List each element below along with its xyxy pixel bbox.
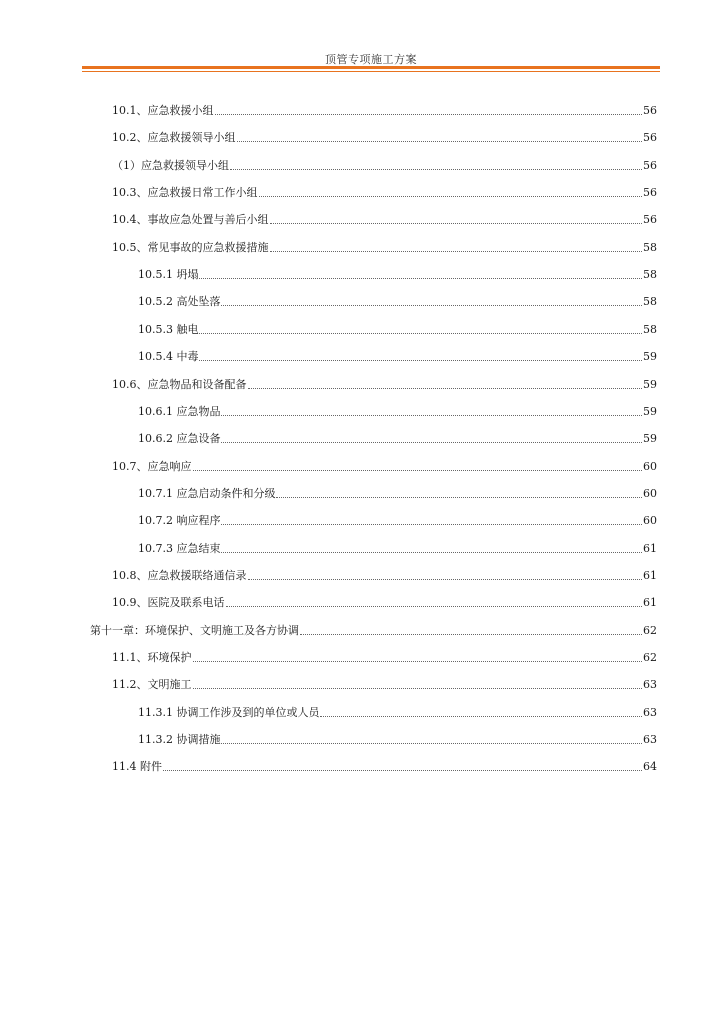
toc-entry-label: 10.6.2 应急设备 (138, 432, 221, 446)
toc-entry-label: 10.7、应急响应 (112, 459, 192, 473)
toc-entry-page-number: 61 (643, 596, 657, 610)
toc-dot-leader (230, 169, 642, 170)
toc-dot-leader (163, 770, 642, 771)
toc-entry-label: 10.7.1 应急启动条件和分级 (138, 486, 276, 500)
toc-dot-leader (193, 470, 643, 471)
toc-dot-leader (221, 415, 642, 416)
toc-dot-leader (221, 524, 642, 525)
toc-entry[interactable] (112, 756, 657, 774)
toc-entry[interactable] (112, 674, 657, 692)
toc-entry[interactable] (112, 647, 657, 665)
toc-entry[interactable] (138, 319, 657, 337)
toc-dot-leader (259, 196, 643, 197)
toc-entry-page-number: 62 (643, 651, 657, 664)
toc-dot-leader (248, 579, 643, 580)
toc-entry[interactable] (138, 510, 657, 528)
toc-entry-label: 10.5.1 坍塌 (138, 268, 199, 282)
toc-entry-label: 11.1、环境保护 (112, 651, 192, 664)
toc-entry-label: 10.4、事故应急处置与善后小组 (112, 213, 269, 227)
toc-entry[interactable] (112, 456, 657, 474)
toc-entry-label: 10.1、应急救援小组 (112, 104, 214, 117)
toc-entry-label: 10.3、应急救援日常工作小组 (112, 186, 258, 200)
toc-entry-label: 10.5.4 中毒 (138, 350, 199, 364)
toc-entry-label: 11.3.1 协调工作涉及到的单位或人员 (138, 705, 320, 719)
toc-entry-page-number: 63 (643, 678, 657, 692)
toc-dot-leader (320, 716, 642, 717)
toc-entry-page-number: 60 (643, 486, 657, 500)
toc-entry[interactable] (138, 538, 657, 556)
toc-entry-page-number: 56 (643, 213, 657, 227)
toc-entry[interactable] (112, 237, 657, 255)
toc-dot-leader (226, 606, 643, 607)
toc-entry-page-number: 60 (643, 459, 657, 473)
toc-dot-leader (248, 388, 643, 389)
toc-entry[interactable] (112, 155, 657, 173)
toc-dot-leader (199, 333, 642, 334)
toc-entry-page-number: 59 (643, 377, 657, 391)
toc-entry[interactable] (112, 565, 657, 583)
toc-entry-page-number: 58 (643, 295, 657, 309)
toc-entry[interactable] (112, 127, 657, 145)
toc-entry-page-number: 59 (643, 350, 657, 364)
toc-dot-leader (270, 223, 643, 224)
toc-dot-leader (276, 497, 642, 498)
toc-entry[interactable] (138, 346, 657, 364)
toc-entry[interactable] (112, 182, 657, 200)
toc-entry-page-number: 61 (643, 541, 657, 555)
toc-entry-page-number: 56 (643, 104, 657, 117)
toc-entry-label: 10.2、应急救援领导小组 (112, 131, 236, 145)
toc-entry-page-number: 61 (643, 568, 657, 582)
toc-entry-label: 10.7.3 应急结束 (138, 541, 221, 555)
toc-entry[interactable] (138, 291, 657, 309)
toc-entry-label: 10.6.1 应急物品 (138, 404, 221, 418)
toc-entry[interactable] (138, 401, 657, 419)
toc-entry-label: 10.5.3 触电 (138, 322, 199, 336)
toc-entry[interactable] (112, 374, 657, 392)
toc-entry-page-number: 62 (643, 623, 657, 637)
toc-dot-leader (199, 360, 642, 361)
toc-entry-page-number: 56 (643, 131, 657, 145)
toc-entry-page-number: 63 (643, 733, 657, 747)
toc-entry-label: 11.3.2 协调措施 (138, 733, 221, 747)
toc-dot-leader (237, 141, 643, 142)
toc-entry-label: 10.5.2 高处坠落 (138, 295, 221, 309)
toc-entry[interactable] (112, 209, 657, 227)
header-rule (82, 66, 660, 69)
toc-entry-page-number: 58 (643, 240, 657, 254)
toc-entry-label: 11.4 附件 (112, 760, 162, 774)
toc-entry-page-number: 56 (643, 186, 657, 200)
toc-entry-page-number: 59 (643, 404, 657, 418)
toc-entry-page-number: 58 (643, 322, 657, 336)
toc-entry-label: 10.7.2 响应程序 (138, 514, 221, 528)
toc-entry[interactable] (138, 483, 657, 501)
toc-entry-label: 10.6、应急物品和设备配备 (112, 377, 247, 391)
header-rule-thin (82, 71, 660, 72)
toc-entry-label: 10.8、应急救援联络通信录 (112, 568, 247, 582)
toc-entry-label: 第十一章：环境保护、文明施工及各方协调 (90, 623, 299, 637)
toc-entry-page-number: 59 (643, 432, 657, 446)
toc-entry-page-number: 64 (643, 760, 657, 774)
toc-entry[interactable] (138, 428, 657, 446)
toc-entry[interactable] (90, 620, 657, 638)
toc-entry-page-number: 58 (643, 268, 657, 282)
toc-entry[interactable] (112, 100, 657, 118)
toc-entry[interactable] (138, 729, 657, 747)
toc-dot-leader (300, 634, 642, 635)
toc-entry[interactable] (138, 702, 657, 720)
toc-dot-leader (221, 552, 642, 553)
toc-dot-leader (199, 278, 642, 279)
toc-dot-leader (221, 743, 642, 744)
toc-entry-label: 10.5、常见事故的应急救援措施 (112, 240, 269, 254)
toc-dot-leader (215, 114, 643, 115)
page-header-title: 顶管专项施工方案 (325, 53, 417, 66)
toc-dot-leader (221, 305, 642, 306)
toc-entry-label: 11.2、文明施工 (112, 678, 192, 692)
toc-entry-page-number: 60 (643, 514, 657, 528)
toc-dot-leader (193, 688, 643, 689)
toc-entry[interactable] (112, 592, 657, 610)
toc-entry[interactable] (138, 264, 657, 282)
toc-entry-page-number: 56 (643, 158, 657, 172)
toc-dot-leader (270, 251, 643, 252)
toc-entry-label: （1）应急救援领导小组 (112, 158, 229, 172)
toc-entry-label: 10.9、医院及联系电话 (112, 596, 225, 610)
toc-dot-leader (193, 661, 643, 662)
toc-dot-leader (221, 442, 642, 443)
toc-entry-page-number: 63 (643, 705, 657, 719)
